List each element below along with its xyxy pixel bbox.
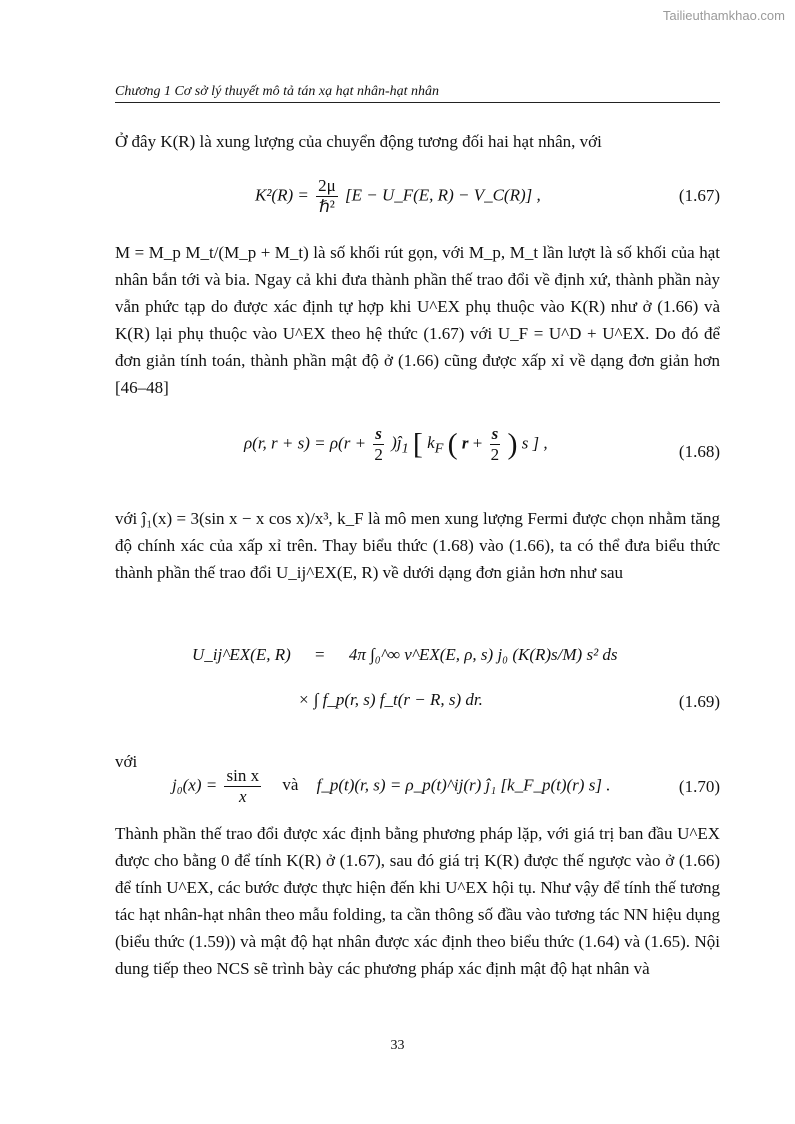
eq170-frac-num: sin x: [226, 766, 260, 785]
watermark: Tailieuthamkhao.com: [662, 8, 785, 23]
equation-1-70: [172, 766, 610, 807]
eq170-and: và: [282, 775, 299, 795]
paragraph-5: Thành phần thế trao đổi được xác định bằng phương pháp lặp, với giá trị ban đầu U^EX được cho bằng 0 để tính K(R) ở (1.67), sau đó giá trị K(R) được thế ngược vào ở (1.66) để tính U^EX, các bước được thực hiện đến khi U^EX hội tụ. Như vậy để tính thế tương tác hạt nhân-hạt nhân theo mẫu folding, ta cần thông số đầu vào tương tác NN hiệu dụng (biểu thức (1.59)) và mật độ hạt nhân được xác định theo biểu thức (1.64) và (1.65). Nội dung tiếp theo NCS sẽ trình bày các phương pháp xác định mật độ hạt nhân và: [115, 824, 720, 978]
equation-number-1-70: (1.70): [678, 777, 720, 796]
equation-1-69-line-1: [192, 645, 618, 665]
eq170-j0-lhs: j₀(x) =: [172, 775, 218, 795]
equation-1-67: [255, 176, 541, 217]
paragraph-4: với: [115, 752, 138, 771]
eq168-fraction-1: $\frac{s}{2}$: [374, 424, 383, 464]
paragraph-1: Ở đây K(R) là xung lượng của chuyển động tương đối hai hạt nhân, với: [115, 132, 602, 151]
eq167-rhs: [E − U_F(E, R) − V_C(R)] ,: [345, 185, 541, 205]
eq170-f-expr: f_p(t)(r, s) = ρ_p(t)^ij(r) ĵ₁ [k_F_p(t)(r) s] .: [316, 775, 611, 795]
header-rule: [115, 102, 720, 103]
eq168-fraction-2: $\frac{s}{2}$: [490, 424, 500, 464]
eq168-rhs: s ] ,: [521, 433, 548, 453]
equation-number-1-69: (1.69): [678, 692, 720, 711]
eq167-fraction: [316, 176, 338, 217]
page-number: 33: [390, 1038, 405, 1053]
paragraph-3: với ĵ₁(x) = 3(sin x − x cos x)/x³, k_F là mô men xung lượng Fermi được chọn nhằm tăng độ chính xác của xấp xỉ trên. Thay biểu thức (1.68) vào (1.66), ta có thể đưa biểu thức thành phần thế trao đổi U_ij^EX(E, R) về dưới dạng đơn giản hơn như sau: [115, 509, 720, 582]
eq168-lhs: ρ(r, r + s) = ρ(r +: [244, 433, 367, 453]
eq169-rhs-2: × ∫ f_p(r, s) f_t(r − R, s) dr.: [298, 690, 483, 709]
eq170-fraction: [224, 766, 261, 807]
eq169-lhs: U_ij^EX(E, R): [192, 645, 291, 664]
equation-1-69-line-2: [298, 690, 483, 710]
eq167-frac-num: 2μ: [318, 176, 336, 195]
eq169-rhs-1: 4π ∫₀^∞ v^EX(E, ρ, s) j₀ (K(R)s/M) s² ds: [348, 645, 618, 664]
equation-1-68: ρ(r, r + s) = ρ(r + $\frac{s}{2}$ )$ĵ_1$ [ $k_F$ ( r + $\frac{s}{2}$ ) s ] ,: [244, 424, 548, 464]
eq167-lhs: K²(R) =: [255, 185, 309, 205]
eq170-frac-den: x: [239, 787, 247, 806]
equation-number-1-68: (1.68): [678, 442, 720, 461]
eq169-equals: =: [315, 645, 325, 664]
equation-number-1-67: (1.67): [678, 186, 720, 205]
paragraph-2: M = M_p M_t/(M_p + M_t) là số khối rút gọn, với M_p, M_t lần lượt là số khối của hạt nhân bắn tới và bia. Ngay cả khi đưa thành phần thế trao đổi về định xứ, thành phần này vẫn phức tạp do được xác định tự hợp khi U^EX phụ thuộc vào K(R) như ở (1.66) và K(R) lại phụ thuộc vào U^EX theo hệ thức (1.67) với U_F = U^D + U^EX. Do đó để đơn giản tính toán, thành phần mật độ ở (1.66) cũng được xấp xỉ về dạng đơn giản hơn [46–48]: [115, 243, 720, 397]
eq167-frac-den: ℏ²: [319, 197, 335, 216]
running-head: Chương 1 Cơ sở lý thuyết mô tả tán xạ hạt nhân-hạt nhân: [115, 84, 440, 99]
